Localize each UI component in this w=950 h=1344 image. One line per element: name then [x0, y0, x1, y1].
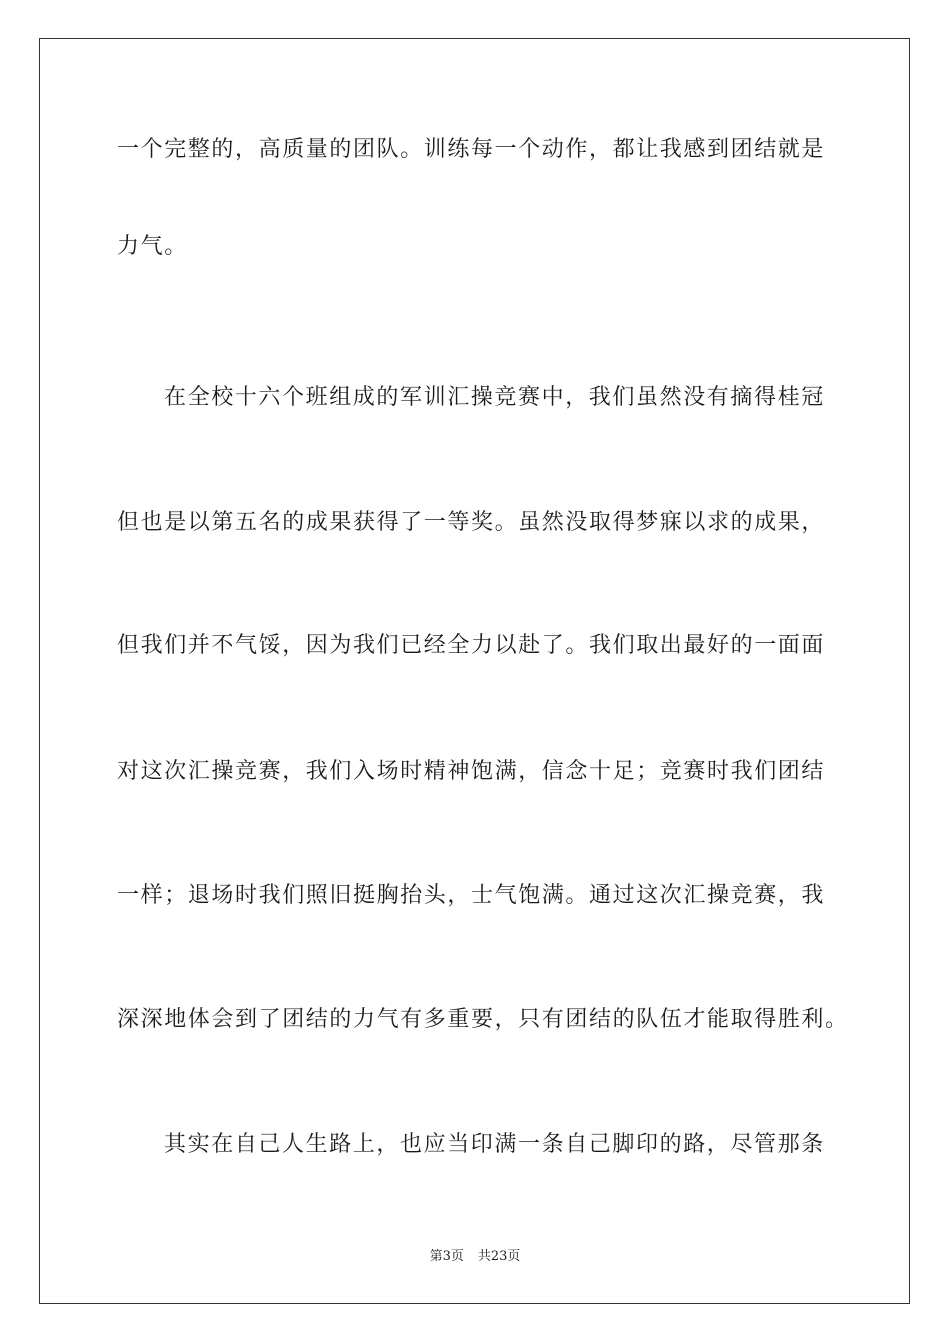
page-border: [39, 38, 910, 1304]
text-line-7: 一样；退场时我们照旧挺胸抬头，士气饱满。通过这次汇操竞赛，我: [117, 883, 826, 908]
text-line-8: 深深地体会到了团结的力气有多重要，只有团结的队伍才能取得胜利。: [117, 1007, 849, 1032]
page-number: 第3页: [429, 1249, 464, 1264]
text-line-2: 力气。: [117, 234, 188, 259]
text-line-6: 对这次汇操竞赛，我们入场时精神饱满，信念十足；竞赛时我们团结: [117, 759, 826, 784]
text-line-3: 在全校十六个班组成的军训汇操竞赛中，我们虽然没有摘得桂冠: [164, 385, 825, 410]
text-line-4: 但也是以第五名的成果获得了一等奖。虽然没取得梦寐以求的成果，: [117, 510, 826, 535]
text-line-1: 一个完整的，高质量的团队。训练每一个动作，都让我感到团结就是: [117, 137, 826, 162]
page-footer: [0, 1248, 950, 1266]
text-line-5: 但我们并不气馁，因为我们已经全力以赴了。我们取出最好的一面面: [117, 633, 826, 658]
text-line-9: 其实在自己人生路上，也应当印满一条自己脚印的路，尽管那条: [164, 1132, 825, 1157]
page-total: 共23页: [477, 1249, 521, 1264]
